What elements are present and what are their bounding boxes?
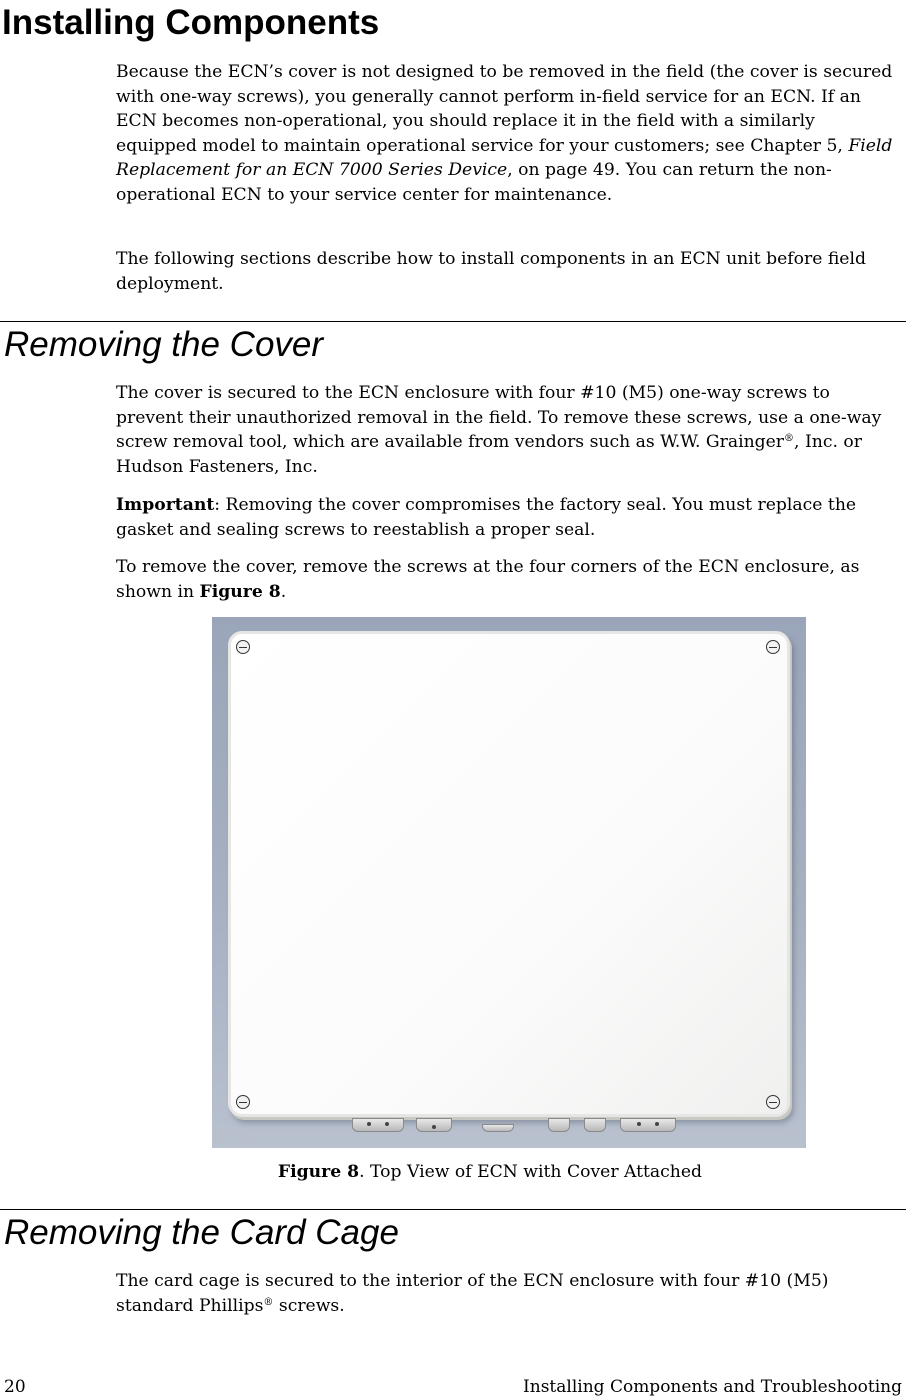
- section-heading-removing-cover: Removing the Cover: [4, 325, 324, 364]
- screw-icon-bottom-right: [766, 1095, 780, 1109]
- section-heading-installing-components: Installing Components: [2, 3, 380, 42]
- connector-4: [548, 1118, 570, 1132]
- registered-mark: ®: [784, 433, 795, 444]
- ecn-top-view-figure: [212, 617, 806, 1148]
- section-divider: [0, 321, 906, 322]
- installing-paragraph-2: The following sections describe how to install components in an ECN unit before field deployment.: [116, 249, 866, 294]
- screw-icon-top-right: [766, 640, 780, 654]
- installing-p1-text-a: Because the ECN’s cover is not designed to be removed in the field (the cover is secured with one-way screws), you generally cannot perform in-field service for an ECN. If an ECN becomes non-operational, you should replace it in the field with a similarly equipped model to maintain operational service for your customers; see Chapter 5,: [116, 62, 893, 156]
- removing-card-cage-paragraph-1: [116, 1269, 900, 1318]
- screw-icon-bottom-left: [236, 1095, 250, 1109]
- card-cage-text-a: The card cage is secured to the interior of the ECN enclosure with four #10 (M5) standard Phillips: [116, 1271, 829, 1316]
- page-number: 20: [4, 1377, 26, 1397]
- registered-mark: ®: [263, 1296, 274, 1308]
- removing-cover-paragraph-3: [116, 555, 900, 604]
- removing-cover-p3-text-b: .: [280, 581, 287, 602]
- removing-cover-p3-text-a: To remove the cover, remove the screws at the four corners of the ECN enclosure, as shown in: [116, 557, 860, 602]
- connector-6: [620, 1118, 676, 1132]
- chapter-reference-title: Field Replacement for an ECN 7000 Series Device: [116, 135, 893, 180]
- installing-paragraph-1: [116, 60, 900, 207]
- section-divider: [0, 1209, 906, 1210]
- installing-p1-text-b: , on page 49. You can return the non-operational ECN to your service center for maintenance.: [116, 160, 832, 205]
- connector-2: [416, 1118, 452, 1132]
- removing-cover-p1-text-a: The cover is secured to the ECN enclosure with four #10 (M5) one-way screws to prevent their unauthorized removal in the field. To remove these screws, use a one-way screw removal tool, which are available from vendors such as W.W. Grainger: [116, 383, 882, 452]
- figure-caption-text: . Top View of ECN with Cover Attached: [359, 1162, 703, 1182]
- connector-1: [352, 1118, 404, 1132]
- figure-reference: Figure 8: [199, 581, 281, 602]
- figure-caption-label: Figure 8: [277, 1162, 360, 1182]
- connector-5: [584, 1118, 606, 1132]
- footer-section-title: Installing Components and Troubleshooting: [523, 1377, 902, 1397]
- ecn-cover: [228, 631, 790, 1117]
- figure-caption: [0, 1160, 906, 1184]
- important-note: [116, 493, 900, 542]
- page-footer: [4, 1376, 902, 1400]
- section-heading-removing-card-cage: Removing the Card Cage: [4, 1213, 399, 1252]
- removing-cover-paragraph-1: [116, 381, 900, 479]
- connector-3: [482, 1124, 514, 1132]
- important-label: Important: [116, 495, 215, 515]
- card-cage-text-b: screws.: [273, 1295, 345, 1316]
- screw-icon-top-left: [236, 640, 250, 654]
- removing-cover-p1-text-b: , Inc. or Hudson Fasteners, Inc.: [116, 432, 862, 477]
- important-note-text: : Removing the cover compromises the factory seal. You must replace the gasket and sealing screws to reestablish a proper seal.: [116, 495, 857, 540]
